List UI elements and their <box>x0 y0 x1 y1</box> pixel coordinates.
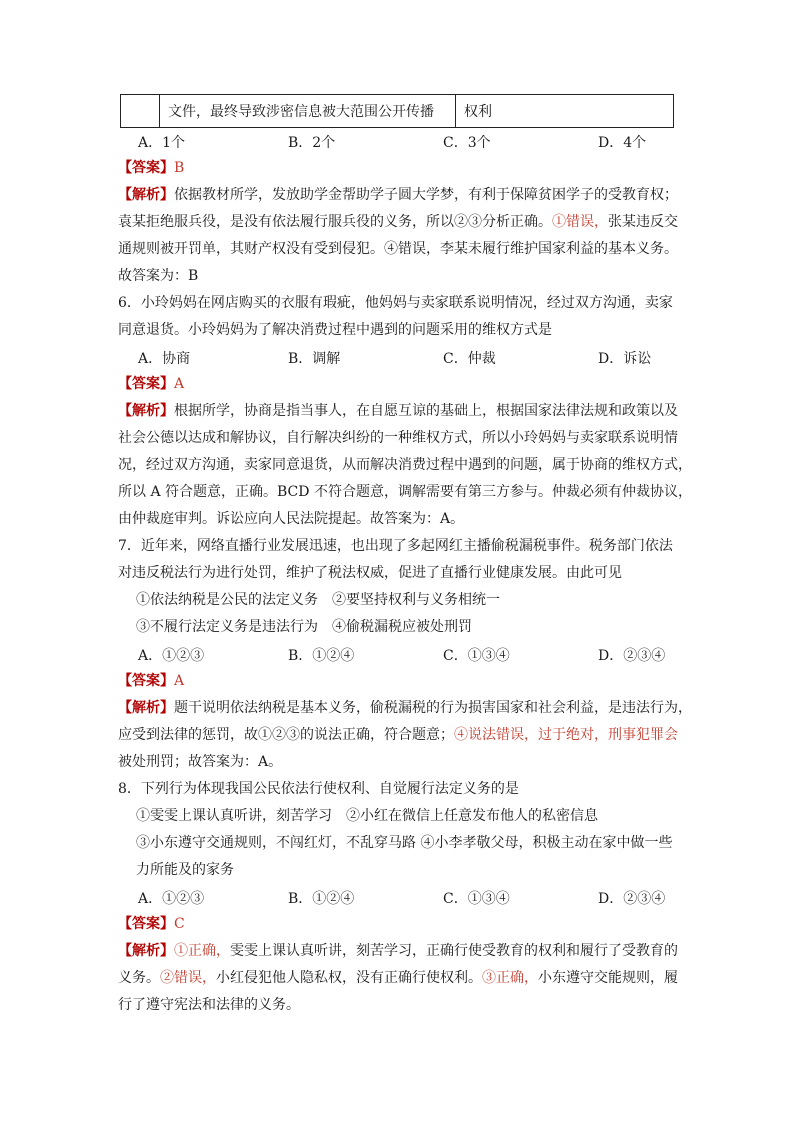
q8-stem: 8．下列行为体现我国公民依法行使权利、自觉履行法定义务的是 <box>118 781 519 797</box>
q6-option-c: C．仲裁 <box>443 350 496 367</box>
q5-option-c: C．3个 <box>443 134 491 151</box>
q5-option-d: D．4个 <box>598 134 647 151</box>
q8-option-b: B．①②④ <box>288 890 355 907</box>
q7-statements: ①依法纳税是公民的法定义务 ②要坚持权利与义务相统一 <box>136 592 500 608</box>
q5-answer: 【答案】B <box>118 160 185 176</box>
q8-option-a: A．①②③ <box>138 890 205 907</box>
table-row <box>121 95 674 128</box>
q7-stem: 7．近年来，网络直播行业发展迅速，也出现了多起网红主播偷税漏税事件。税务部门依法 <box>118 538 673 554</box>
q7-option-c: C．①③④ <box>443 647 510 664</box>
q5-option-a: A．1个 <box>138 134 186 151</box>
q7-option-a: A．①②③ <box>138 647 205 664</box>
q6-stem: 6．小玲妈妈在网店购买的衣服有瑕疵，他妈妈与卖家联系说明情况，经过双方沟通，卖家 <box>118 295 673 311</box>
q7-answer: 【答案】A <box>118 673 185 689</box>
q7-options <box>118 641 680 668</box>
q6-option-a: A．协商 <box>138 350 191 367</box>
q7-analysis: 【解析】题干说明依法纳税是基本义务，偷税漏税的行为损害国家和社会利益，是违法行为， <box>118 700 692 716</box>
q6-option-b: B．调解 <box>288 350 341 367</box>
q7-option-d: D．②③④ <box>598 647 666 664</box>
q8-statements: ①雯雯上课认真听讲，刻苦学习 ②小红在微信上任意发布他人的私密信息 <box>136 808 598 824</box>
q5-option-b: B．2个 <box>288 134 336 151</box>
q6-analysis: 【解析】根据所学，协商是指当事人，在自愿互谅的基础上，根据国家法律法规和政策以及 <box>118 403 678 419</box>
table-cell-text: 文件，最终导致涉密信息被大范围公开传播 <box>160 95 456 128</box>
q8-options <box>118 884 680 911</box>
continued-table <box>120 94 674 128</box>
q6-option-d: D．诉讼 <box>598 350 652 367</box>
q8-analysis: 【解析】①正确，雯雯上课认真听讲，刻苦学习，正确行使受教育的权利和履行了受教育的 <box>118 943 678 959</box>
q5-analysis: 【解析】依据教材所学，发放助学金帮助学子圆大学梦，有利于保障贫困学子的受教育权； <box>118 187 678 203</box>
q6-options <box>118 344 680 371</box>
q7-option-b: B．①②④ <box>288 647 355 664</box>
q8-answer: 【答案】C <box>118 916 185 932</box>
q8-option-c: C．①③④ <box>443 890 510 907</box>
table-cell-empty <box>121 95 160 128</box>
q5-options <box>118 128 680 155</box>
document-page: 文件，最终导致涉密信息被大范围公开传播 权利 A．1个 B．2个 C．3个 D．4个 【答案】B 【解析】依据教材所学，发放助学金帮助学子圆大学梦，有利于保障贫困学子的受教育权； 袁某拒绝服兵役，是没有依法履行服兵役的义务，所以②③分析正确。①错误，张某违反交 通规则被开罚单，其财产权没有受到侵犯。④错误，李某未履行维护国家利益的基本义务。 故答案为：B 6．小玲妈妈在网店购买的衣服有瑕疵，他妈妈与卖家联系说明情况，经过双方沟通，卖家 同意退货。小玲妈妈为了解决消费过程中遇到的问题采用的维权方式是 A．协商 B．调解 C．仲裁 D．诉讼 【答案】A 【解析】根据所学，协商是指当事人，在自愿互谅的基础上，根据国家法律法规和政策以及 社会公德以达成和解协议，自行解决纠纷的一种维权方式，所以小玲妈妈与卖家联系说明情 况，经过双方沟通，卖家同意退货，从而解决消费过程中遇到的问题，属于协商的维权方式， 所以 A 符合题意，正确。BCD 不符合题意，调解需要有第三方参与。仲裁必须有仲裁协议， 由仲裁庭审判。诉讼应向人民法院提起。故答案为：A。 7．近年来，网络直播行业发展迅速，也出现了多起网红主播偷税漏税事件。税务部门依法 对违反税法行为进行处罚，维护了税法权威，促进了直播行业健康发展。由此可见 ①依法纳税是公民的法定义务 ②要坚持权利与义务相统一 ③不履行法定义务是违法行为 ④偷税漏税应被处刑罚 A．①②③ B．①②④ C．①③④ D．②③④ 【答案】A 【解析】题干说明依法纳税是基本义务，偷税漏税的行为损害国家和社会利益，是违法行为， 应受到法律的惩罚，故①②③的说法正确，符合题意；④说法错误，过于绝对，刑事犯罪会 被处刑罚；故答案为：A。 8．下列行为体现我国公民依法行使权利、自觉履行法定义务的是 ①雯雯上课认真听讲，刻苦学习 ②小红在微信上任意发布他人的私密信息 ③小东遵守交通规则，不闯红灯，不乱穿马路 ④小李孝敬父母，积极主动在家中做一些 力所能及的家务 A．①②③ B．①②④ C．①③④ D．②③④ 【答案】C 【解析】①正确，雯雯上课认真听讲，刻苦学习，正确行使受教育的权利和履行了受教育的 义务。②错误，小红侵犯他人隐私权，没有正确行使权利。③正确，小东遵守交能规则，履 行了遵守宪法和法律的义务。 <box>118 94 680 1019</box>
q6-answer: 【答案】A <box>118 376 185 392</box>
table-cell-right: 权利 <box>456 95 674 128</box>
q8-option-d: D．②③④ <box>598 890 666 907</box>
